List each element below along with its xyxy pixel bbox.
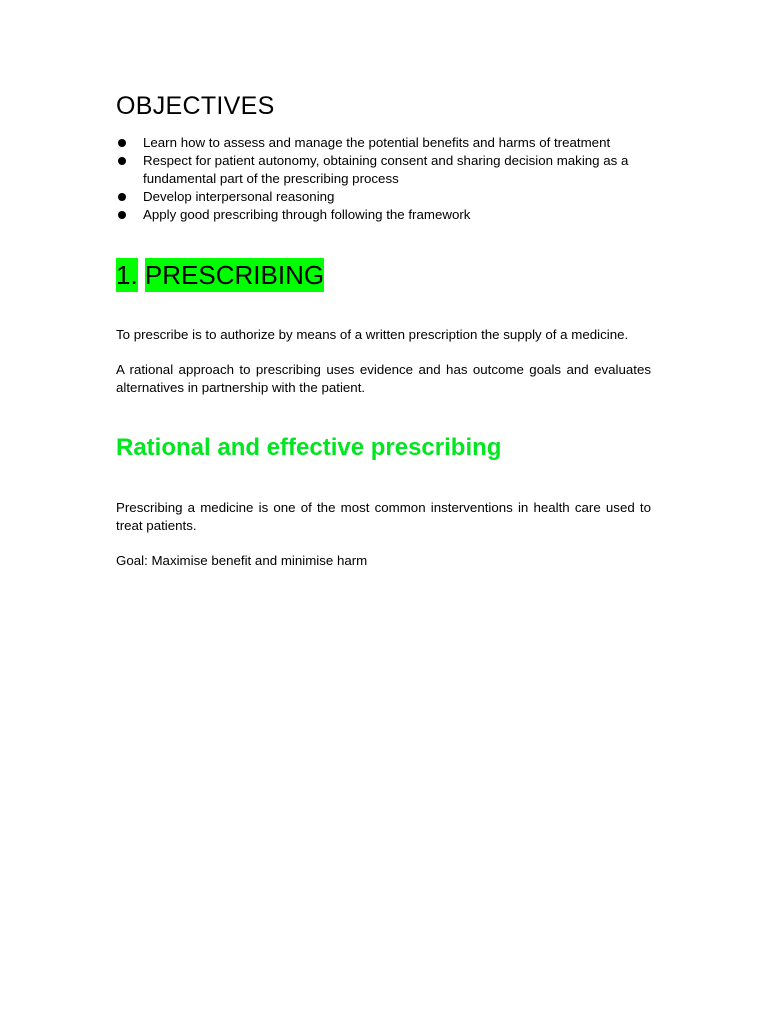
subsection-heading: Rational and effective prescribing [116, 434, 502, 461]
page-content [116, 90, 651, 570]
section-heading-prescribing [116, 256, 651, 294]
section-title: PRESCRIBING [144, 260, 325, 290]
objective-text: Develop interpersonal reasoning [143, 189, 335, 204]
definition-paragraph: To prescribe is to authorize by means of a written prescription the supply of a medicine. [116, 327, 629, 342]
objectives-heading: OBJECTIVES [116, 92, 275, 120]
intervention-paragraph: Prescribing a medicine is one of the most common insterventions in health care used to treat patients. [116, 500, 651, 533]
bullet-icon [118, 157, 126, 165]
bullet-icon [118, 193, 126, 201]
goal-paragraph: Goal: Maximise benefit and minimise harm [116, 553, 368, 568]
list-item [116, 206, 651, 224]
objective-text: Apply good prescribing through following the framework [143, 207, 471, 222]
list-item [116, 134, 651, 152]
rational-approach-paragraph: A rational approach to prescribing uses evidence and has outcome goals and evaluates alternatives in partnership with the patient. [116, 362, 651, 395]
objectives-list [116, 134, 651, 224]
bullet-icon [118, 139, 126, 147]
objective-text: Learn how to assess and manage the potential benefits and harms of treatment [143, 135, 611, 150]
bullet-icon [118, 211, 126, 219]
section-number: 1. [116, 260, 138, 290]
objective-text: Respect for patient autonomy, obtaining consent and sharing decision making as a fundamental part of the prescribing process [143, 153, 629, 186]
list-item [116, 152, 651, 188]
list-item [116, 188, 651, 206]
